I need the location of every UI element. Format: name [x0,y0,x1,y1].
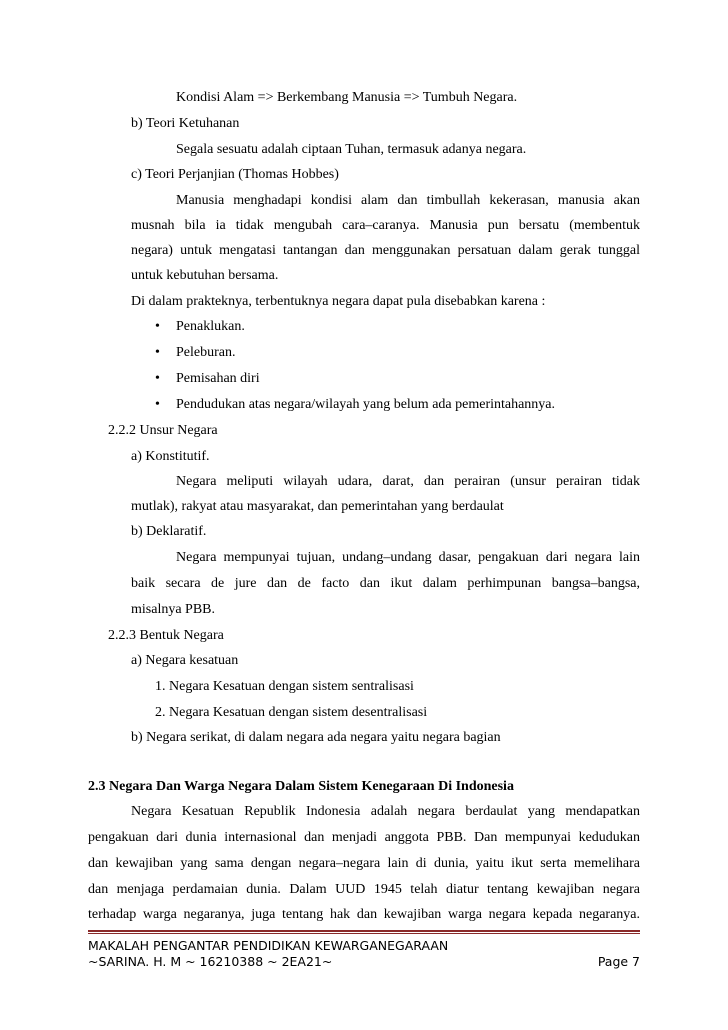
paragraph-line: pengakuan dari dunia internasional dan menjadi anggota PBB. Dan mempunyai kedudukan [88,830,640,845]
bullet-icon: • [155,319,160,334]
footer-title: MAKALAH PENGANTAR PENDIDIKAN KEWARGANEGARAAN [88,938,449,953]
paragraph-line: Di dalam prakteknya, terbentuknya negara dapat pula disebabkan karena : [131,294,546,309]
paragraph-line: baik secara de jure dan de facto dan ikut dalam perhimpunan bangsa–bangsa, [131,576,640,591]
paragraph-line: untuk kebutuhan bersama. [131,268,279,283]
bullet-text: Pemisahan diri [176,371,260,386]
footer-author: ~SARINA. H. M ~ 16210388 ~ 2EA21~ [88,954,333,969]
bullet-text: Peleburan. [176,345,236,360]
subheading-deklaratif: b) Deklaratif. [131,524,207,539]
paragraph-line: negara) untuk mengatasi tantangan dan menggunakan persatuan dalam gerak tunggal [131,243,640,258]
subheading-teori-ketuhanan: b) Teori Ketuhanan [131,116,240,131]
paragraph-line: Manusia menghadapi kondisi alam dan timbullah kekerasan, manusia akan [176,193,640,208]
text-line: Kondisi Alam => Berkembang Manusia => Tumbuh Negara. [176,90,518,105]
footer-rule-thin [88,933,640,934]
section-heading-bentuk-negara: 2.2.3 Bentuk Negara [108,628,224,643]
text-line: Segala sesuatu adalah ciptaan Tuhan, termasuk adanya negara. [176,142,527,157]
bullet-icon: • [155,397,160,412]
bullet-icon: • [155,371,160,386]
subheading-negara-serikat: b) Negara serikat, di dalam negara ada negara yaitu negara bagian [131,730,501,745]
paragraph-line: Negara mempunyai tujuan, undang–undang dasar, pengakuan dari negara lain [176,550,640,565]
bullet-icon: • [155,345,160,360]
bullet-text: Penaklukan. [176,319,245,334]
paragraph-line: mutlak), rakyat atau masyarakat, dan pemerintahan yang berdaulat [131,499,504,514]
subheading-konstitutif: a) Konstitutif. [131,449,210,464]
subheading-negara-kesatuan: a) Negara kesatuan [131,653,239,668]
paragraph-line: dan menjaga perdamaian dunia. Dalam UUD 1945 telah diatur tentang kewajiban negara [88,882,640,897]
numbered-item: 1. Negara Kesatuan dengan sistem sentralisasi [155,679,414,694]
paragraph-line: dan kewajiban yang sama dengan negara–negara lain di dunia, yaitu ikut serta memelihara [88,856,640,871]
paragraph-line: Negara Kesatuan Republik Indonesia adalah negara berdaulat yang mendapatkan [131,804,640,819]
section-heading-unsur-negara: 2.2.2 Unsur Negara [108,423,218,438]
paragraph-line: musnah bila ia tidak mengubah cara–caranya. Manusia pun bersatu (membentuk [131,218,640,233]
paragraph-line: Negara meliputi wilayah udara, darat, dan perairan (unsur perairan tidak [176,474,640,489]
numbered-item: 2. Negara Kesatuan dengan sistem desentralisasi [155,705,428,720]
paragraph-line: misalnya PBB. [131,602,216,617]
paragraph-line: terhadap warga negaranya, juga tentang hak dan kewajiban warga negara kepada negaranya. [88,907,640,922]
bullet-text: Pendudukan atas negara/wilayah yang belum ada pemerintahannya. [176,397,556,412]
page-number: Page 7 [597,954,640,969]
subheading-teori-perjanjian: c) Teori Perjanjian (Thomas Hobbes) [131,167,339,182]
section-heading-2-3: 2.3 Negara Dan Warga Negara Dalam Sistem Kenegaraan Di Indonesia [88,779,514,794]
footer-rule [88,930,640,932]
